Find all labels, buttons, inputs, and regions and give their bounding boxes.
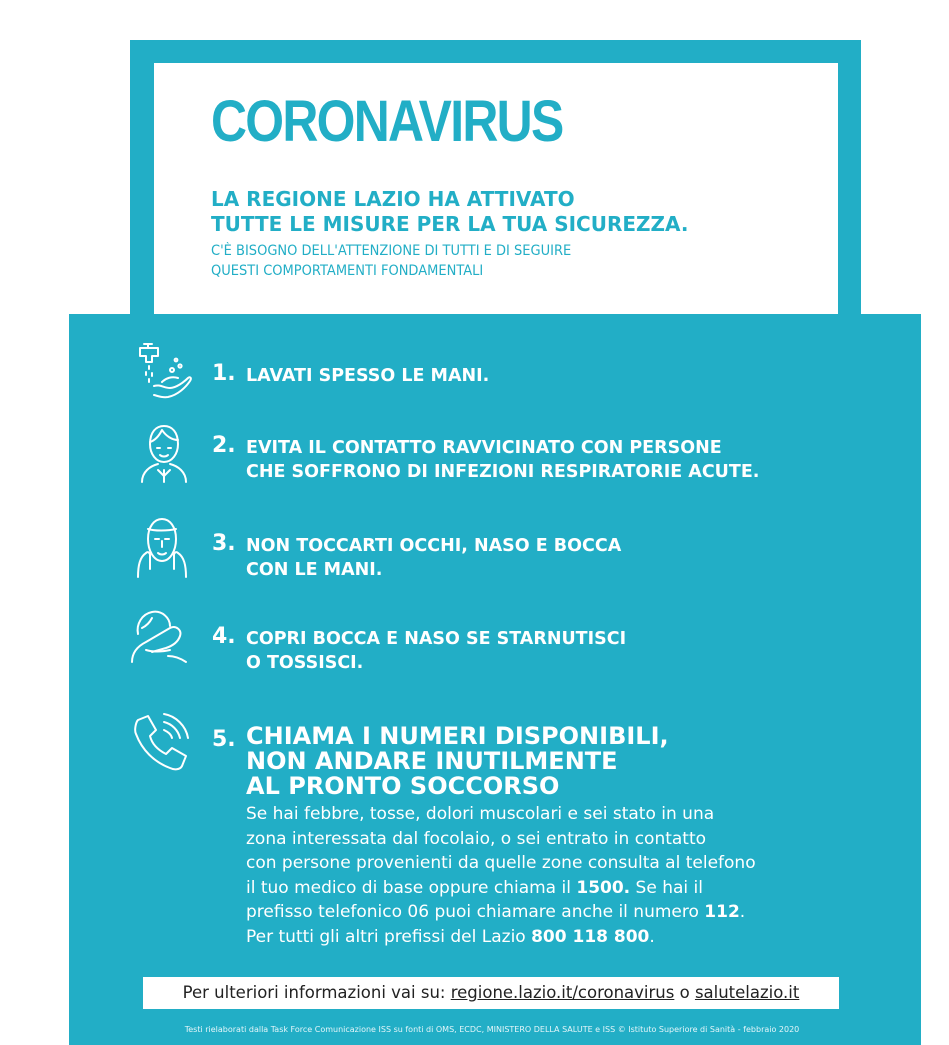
rule5-title: [246, 724, 669, 799]
rule-text: [246, 627, 626, 675]
rule-line: COPRI BOCCA E NASO SE STARNUTISCI: [246, 629, 627, 649]
link-regione-lazio[interactable]: regione.lazio.it/coronavirus: [450, 983, 675, 1002]
phone-number-800: 800 118 800: [531, 926, 650, 947]
rule-line: CON LE MANI.: [246, 560, 383, 580]
subheadline-line: QUESTI COMPORTAMENTI FONDAMENTALI: [211, 263, 484, 279]
rule5-body: [246, 802, 866, 949]
rule-text: [246, 364, 489, 388]
link-salutelazio[interactable]: salutelazio.it: [694, 983, 800, 1002]
rule-line: EVITA IL CONTATTO RAVVICINATO CON PERSONE: [246, 438, 722, 458]
body-text: prefisso telefonico 06 puoi chiamare anche il numero: [246, 902, 705, 922]
subheadline-line: C'È BISOGNO DELL'ATTENZIONE DI TUTTI E DI SEGUIRE: [211, 243, 572, 259]
sneeze-elbow-icon: [128, 604, 192, 668]
rule-number: 5.: [212, 727, 236, 752]
rule-number: 3.: [212, 531, 236, 556]
body-line: [246, 925, 866, 950]
body-text: .: [739, 902, 746, 922]
headline-line: TUTTE LE MISURE PER LA TUA SICUREZZA.: [211, 212, 689, 236]
rule-line: O TOSSISCI.: [246, 653, 364, 673]
subheadline: [211, 241, 571, 281]
body-line: zona interessata dal focolaio, o sei entrato in contatto: [246, 828, 707, 849]
body-text: il tuo medico di base oppure chiama il: [246, 877, 577, 898]
rule-line: NON TOCCARTI OCCHI, NASO E BOCCA: [246, 536, 622, 556]
hand-washing-icon: [132, 342, 196, 406]
rule5-title-line: CHIAMA I NUMERI DISPONIBILI,: [246, 722, 669, 750]
phone-call-icon: [128, 712, 192, 776]
body-line: con persone provenienti da quelle zone consulta al telefono: [246, 853, 756, 873]
body-line: [246, 900, 866, 925]
rule-number: 4.: [212, 624, 236, 649]
rule-number: 1.: [212, 361, 236, 386]
body-line: [246, 876, 866, 901]
info-middle: o: [674, 983, 695, 1002]
rule-text: [246, 436, 759, 484]
body-line: Se hai febbre, tosse, dolori muscolari e sei stato in una: [246, 804, 715, 824]
poster-title: CORONAVIRUS: [211, 89, 563, 154]
rule5-title-line: AL PRONTO SOCCORSO: [246, 772, 560, 800]
phone-number-1500: 1500.: [576, 877, 631, 898]
rule-line: CHE SOFFRONO DI INFEZIONI RESPIRATORIE ACUTE.: [246, 462, 760, 482]
headline-line: LA REGIONE LAZIO HA ATTIVATO: [211, 187, 575, 211]
body-text: .: [649, 926, 655, 947]
rule-text: [246, 534, 621, 582]
phone-number-112: 112: [704, 902, 740, 922]
rule-line: LAVATI SPESSO LE MANI.: [246, 366, 490, 386]
rule5-title-line: NON ANDARE INUTILMENTE: [246, 747, 618, 775]
body-text: Per tutti gli altri prefissi del Lazio: [246, 926, 532, 947]
info-prefix: Per ulteriori informazioni vai su:: [182, 983, 451, 1002]
footnote: Testi rielaborati dalla Task Force Comunicazione ISS su fonti di OMS, ECDC, MINISTERO DELLA SALUTE e ISS © Istituto Superiore di Sanità - febbraio 2020: [184, 1025, 800, 1034]
header-card: [154, 63, 838, 314]
headline: [211, 187, 689, 237]
body-text: Se hai il: [630, 877, 703, 898]
face-touch-icon: [130, 515, 194, 579]
rule-number: 2.: [212, 433, 236, 458]
info-bar: [143, 977, 839, 1009]
sick-person-icon: [130, 420, 194, 484]
